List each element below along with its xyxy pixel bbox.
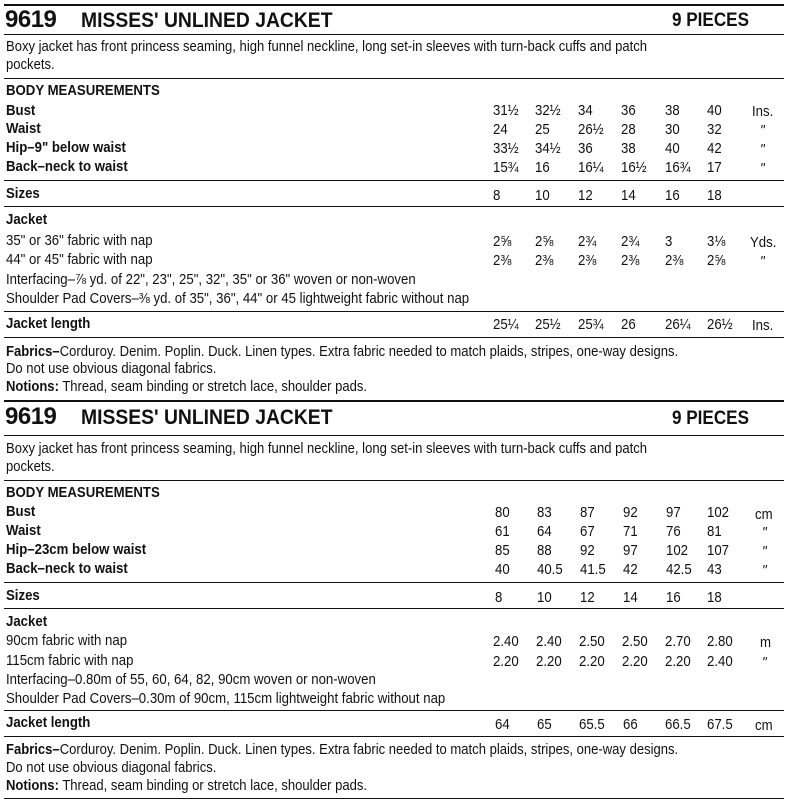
fabric-label: 90cm fabric with nap	[6, 632, 128, 649]
pattern-number: 9619	[5, 6, 57, 33]
description-line-2: pockets.	[6, 57, 55, 73]
fabric-value: 2.50	[622, 633, 648, 650]
title-rule	[4, 34, 784, 35]
fabric-value: 2⅜	[665, 252, 684, 269]
measurement-value: 41.5	[580, 561, 606, 578]
pieces-count: 9 PIECES	[672, 10, 749, 31]
measurement-label: Back–neck to waist	[6, 560, 128, 577]
fabric-value: 2.40	[536, 633, 562, 650]
measurement-value: 42	[707, 140, 722, 157]
measurement-value: 40	[495, 561, 510, 578]
fabrics-line-2: Do not use obvious diagonal fabrics.	[6, 760, 217, 776]
measurement-value: 16¾	[665, 159, 691, 176]
measurement-value: 107	[707, 542, 730, 559]
fabric-label: 35" or 36" fabric with nap	[6, 232, 153, 249]
notions-text: Thread, seam binding or stretch lace, shoulder pads.	[62, 778, 367, 794]
fabric-value: 2.80	[707, 633, 733, 650]
measurement-label: Bust	[6, 503, 36, 520]
fabric-value: 2⅝	[535, 233, 554, 250]
fabric-value: 2⅜	[535, 252, 554, 269]
measurement-label: Bust	[6, 102, 36, 119]
measurement-value: 43	[707, 561, 722, 578]
fabric-value: 2.50	[579, 633, 605, 650]
jacket-length-value: 26½	[707, 316, 733, 333]
measurement-value: 102	[666, 542, 689, 559]
length-rule	[4, 736, 784, 737]
fabric-value: 2.70	[665, 633, 691, 650]
jacket-rule	[4, 710, 784, 711]
fabric-value: 2⅝	[707, 252, 726, 269]
body-measurements-heading: BODY MEASUREMENTS	[6, 82, 160, 99]
measurement-value: 40.5	[537, 561, 563, 578]
fabric-label: 44" or 45" fabric with nap	[6, 251, 153, 268]
fabric-unit: "	[762, 654, 767, 671]
jacket-length-value: 25¾	[578, 316, 604, 333]
measurement-value: 40	[665, 140, 680, 157]
measurement-value: 36	[578, 140, 593, 157]
size-value: 16	[665, 187, 680, 204]
jacket-length-value: 65	[537, 716, 552, 733]
measurement-value: 26½	[578, 121, 604, 138]
pattern-title: MISSES' UNLINED JACKET	[81, 406, 333, 429]
measurement-value: 42	[623, 561, 638, 578]
measurement-value: 38	[665, 102, 680, 119]
size-value: 18	[707, 187, 722, 204]
measurement-value: 83	[537, 504, 552, 521]
jacket-length-value: 66.5	[665, 716, 691, 733]
jacket-length-unit: cm	[755, 717, 773, 734]
measurement-value: 16¼	[578, 159, 604, 176]
measurement-value: 81	[707, 523, 722, 540]
measurement-value: 67	[580, 523, 595, 540]
fabric-value: 2⅝	[493, 233, 512, 250]
measurement-unit: "	[760, 160, 765, 177]
fabric-unit: m	[760, 634, 771, 651]
measurement-unit: "	[760, 141, 765, 158]
size-value: 16	[666, 589, 681, 606]
jacket-length-label: Jacket length	[6, 714, 91, 731]
measurement-label: Waist	[6, 120, 41, 137]
jacket-length-value: 25½	[535, 316, 561, 333]
fabric-value: 2⅜	[578, 252, 597, 269]
fabric-value: 2¾	[578, 233, 597, 250]
jacket-length-value: 64	[495, 716, 510, 733]
measurement-unit: Ins.	[752, 103, 774, 120]
fabric-value: 2¾	[621, 233, 640, 250]
notions-label: Notions:	[6, 778, 59, 794]
measurement-value: 76	[666, 523, 681, 540]
measurement-value: 97	[623, 542, 638, 559]
description-rule	[4, 78, 784, 79]
measurement-value: 30	[665, 121, 680, 138]
jacket-heading: Jacket	[6, 211, 48, 228]
measurement-value: 34½	[535, 140, 561, 157]
measurement-value: 33½	[493, 140, 519, 157]
pattern-title: MISSES' UNLINED JACKET	[81, 9, 333, 32]
notions-line	[6, 380, 367, 395]
jacket-length-value: 26¼	[665, 316, 691, 333]
measurement-value: 32½	[535, 102, 561, 119]
jacket-length-value: 67.5	[707, 716, 733, 733]
fabric-value: 2.20	[536, 653, 562, 670]
measurement-value: 80	[495, 504, 510, 521]
measurements-rule	[4, 582, 784, 583]
sizes-rule	[4, 608, 784, 609]
sizes-rule	[4, 206, 784, 207]
jacket-length-value: 26	[621, 316, 636, 333]
fabric-value: 3	[665, 233, 673, 250]
fabric-label: 115cm fabric with nap	[6, 652, 134, 669]
measurement-value: 25	[535, 121, 550, 138]
measurement-value: 92	[580, 542, 595, 559]
fabrics-line-1	[6, 345, 678, 360]
sizes-label: Sizes	[6, 185, 40, 202]
description-line-1: Boxy jacket has front princess seaming, high funnel neckline, long set-in sleeves with turn-back cuffs and patch	[6, 441, 648, 457]
notions-text: Thread, seam binding or stretch lace, shoulder pads.	[62, 379, 367, 395]
measurement-unit: "	[760, 122, 765, 139]
top-rule	[4, 400, 784, 402]
interfacing-note: Interfacing–⅞ yd. of 22", 23", 25", 32", 35" or 36" woven or non-woven	[6, 271, 416, 288]
fabric-value: 2.20	[579, 653, 605, 670]
size-value: 14	[623, 589, 638, 606]
measurement-value: 42.5	[666, 561, 692, 578]
fabric-value: 2.40	[707, 653, 733, 670]
fabric-unit: "	[760, 253, 765, 270]
shoulder-pad-note: Shoulder Pad Covers–⅜ yd. of 35", 36", 44" or 45 lightweight fabric without nap	[6, 290, 470, 307]
notions-line	[6, 779, 367, 794]
size-value: 8	[493, 187, 501, 204]
title-rule	[4, 435, 784, 436]
jacket-length-label: Jacket length	[6, 315, 91, 332]
bottom-rule	[4, 798, 784, 799]
size-value: 18	[707, 589, 722, 606]
measurement-value: 40	[707, 102, 722, 119]
length-rule	[4, 337, 784, 338]
measurement-unit: cm	[755, 506, 773, 523]
size-value: 14	[621, 187, 636, 204]
measurement-value: 102	[707, 504, 730, 521]
fabrics-line-2: Do not use obvious diagonal fabrics.	[6, 361, 217, 377]
size-value: 12	[580, 589, 595, 606]
body-measurements-heading: BODY MEASUREMENTS	[6, 484, 160, 501]
top-rule	[4, 4, 784, 6]
measurement-value: 24	[493, 121, 508, 138]
measurement-unit: "	[762, 562, 767, 579]
pattern-number: 9619	[5, 403, 57, 430]
jacket-length-value: 25¼	[493, 316, 519, 333]
measurement-value: 61	[495, 523, 510, 540]
measurement-value: 85	[495, 542, 510, 559]
jacket-length-value: 65.5	[579, 716, 605, 733]
fabric-value: 2.20	[622, 653, 648, 670]
size-value: 12	[578, 187, 593, 204]
fabric-value: 2⅜	[621, 252, 640, 269]
notions-label: Notions:	[6, 379, 59, 395]
sizes-label: Sizes	[6, 587, 40, 604]
measurement-label: Hip–23cm below waist	[6, 541, 147, 558]
measurement-value: 92	[623, 504, 638, 521]
fabric-value: 2.40	[493, 633, 519, 650]
measurement-value: 32	[707, 121, 722, 138]
interfacing-note: Interfacing–0.80m of 55, 60, 64, 82, 90cm woven or non-woven	[6, 671, 376, 688]
fabric-value: 2.20	[665, 653, 691, 670]
fabric-value: 2.20	[493, 653, 519, 670]
measurement-value: 97	[666, 504, 681, 521]
description-line-2: pockets.	[6, 459, 55, 475]
measurement-value: 17	[707, 159, 722, 176]
jacket-length-unit: Ins.	[752, 317, 774, 334]
measurement-value: 15¾	[493, 159, 519, 176]
measurement-value: 88	[537, 542, 552, 559]
measurement-value: 16½	[621, 159, 647, 176]
description-line-1: Boxy jacket has front princess seaming, high funnel neckline, long set-in sleeves with turn-back cuffs and patch	[6, 39, 648, 55]
fabrics-label: Fabrics–	[6, 344, 60, 360]
measurement-value: 34	[578, 102, 593, 119]
size-value: 8	[495, 589, 503, 606]
measurement-unit: "	[762, 524, 767, 541]
measurement-value: 31½	[493, 102, 519, 119]
measurement-value: 38	[621, 140, 636, 157]
jacket-rule	[4, 311, 784, 312]
measurement-label: Back–neck to waist	[6, 158, 128, 175]
measurement-value: 28	[621, 121, 636, 138]
fabrics-text: Corduroy. Denim. Poplin. Duck. Linen types. Extra fabric needed to match plaids, stripes, one-way designs.	[59, 742, 679, 758]
measurement-value: 87	[580, 504, 595, 521]
measurement-label: Waist	[6, 522, 41, 539]
measurement-value: 36	[621, 102, 636, 119]
measurements-rule	[4, 180, 784, 181]
fabric-value: 3⅛	[707, 233, 726, 250]
size-value: 10	[535, 187, 550, 204]
fabric-value: 2⅜	[493, 252, 512, 269]
section-imperial	[0, 0, 794, 400]
pieces-count: 9 PIECES	[672, 408, 749, 429]
section-metric	[0, 400, 794, 800]
shoulder-pad-note: Shoulder Pad Covers–0.30m of 90cm, 115cm lightweight fabric without nap	[6, 690, 446, 707]
measurement-value: 16	[535, 159, 550, 176]
fabric-unit: Yds.	[750, 234, 777, 251]
jacket-heading: Jacket	[6, 613, 48, 630]
fabrics-text: Corduroy. Denim. Poplin. Duck. Linen types. Extra fabric needed to match plaids, stripes, one-way designs.	[59, 344, 679, 360]
description-rule	[4, 480, 784, 481]
size-value: 10	[537, 589, 552, 606]
fabrics-label: Fabrics–	[6, 742, 60, 758]
measurement-value: 64	[537, 523, 552, 540]
measurement-value: 71	[623, 523, 638, 540]
fabrics-line-1	[6, 743, 678, 758]
measurement-unit: "	[762, 543, 767, 560]
measurement-label: Hip–9" below waist	[6, 139, 126, 156]
jacket-length-value: 66	[623, 716, 638, 733]
